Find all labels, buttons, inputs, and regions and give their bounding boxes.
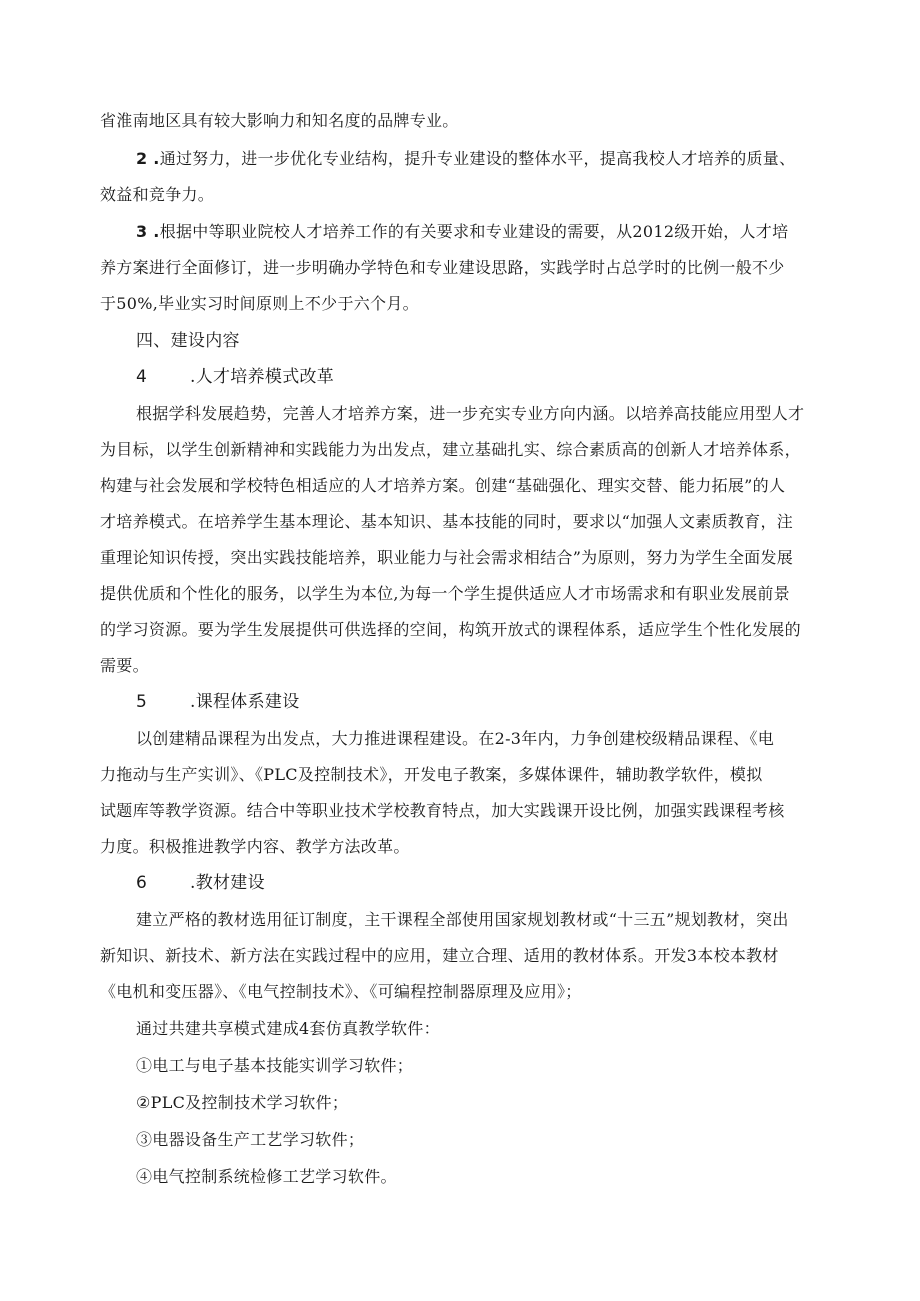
paragraph-line: 通过共建共享模式建成4套仿真教学软件：: [136, 1019, 440, 1038]
item-separator: .: [147, 149, 160, 168]
paragraph-line: 效益和竞争力。: [100, 185, 215, 204]
paragraph-line: 新知识、新技术、新方法在实践过程中的应用，建立合理、适用的教材体系。开发3本校本教材: [100, 946, 779, 965]
paragraph-line: 力拖动与生产实训》、《PLC及控制技术》，开发电子教案，多媒体课件，辅助教学软件，模拟: [100, 765, 763, 784]
subsection-number: 4: [136, 367, 148, 387]
paragraph-line: 通过努力，进一步优化专业结构，提升专业建设的整体水平，提高我校人才培养的质量、: [159, 149, 796, 168]
paragraph-line: 以创建精品课程为出发点，大力推进课程建设。在2-3年内，力争创建校级精品课程、《电: [136, 729, 775, 748]
paragraph-line: 的学习资源。要为学生发展提供可供选择的空间，构筑开放式的课程体系，适应学生个性化发展的: [100, 620, 801, 639]
subsection-heading-6: [136, 872, 265, 894]
paragraph-line: 试题库等教学资源。结合中等职业技术学校教育特点，加大实践课开设比例，加强实践课程考核: [100, 801, 785, 820]
paragraph-line: 构建与社会发展和学校特色相适应的人才培养方案。创建“基础强化、理实交替、能力拓展”的人: [100, 476, 786, 495]
subsection-number: 5: [136, 692, 148, 712]
paragraph-line: 提供优质和个性化的服务，以学生为本位,为每一个学生提供适应人才市场需求和有职业发展前景: [100, 584, 790, 603]
subsection-heading-4: [136, 366, 334, 388]
numbered-item-3: [136, 221, 788, 243]
paragraph-line: 建立严格的教材选用征订制度，主干课程全部使用国家规划教材或“十三五”规划教材，突出: [136, 910, 789, 929]
section-heading: 四、建设内容: [136, 331, 240, 351]
paragraph-line: 《电机和变压器》、《电气控制技术》、《可编程控制器原理及应用》；: [100, 982, 582, 1001]
paragraph-line: 力度。积极推进教学内容、教学方法改革。: [100, 837, 410, 856]
subsection-heading-5: [136, 691, 300, 713]
paragraph-line: 才培养模式。在培养学生基本理论、基本知识、基本技能的同时，要求以“加强人文素质教育，注: [100, 512, 794, 531]
list-item: ②PLC及控制技术学习软件；: [136, 1093, 349, 1112]
subsection-title: .教材建设: [190, 873, 265, 893]
list-item: ④电气控制系统检修工艺学习软件。: [136, 1167, 397, 1186]
item-number: 2: [136, 149, 148, 168]
subsection-title: .人才培养模式改革: [190, 367, 335, 387]
paragraph-line: 省淮南地区具有较大影响力和知名度的品牌专业。: [100, 111, 459, 130]
paragraph-line: 需要。: [100, 656, 149, 675]
list-item: ①电工与电子基本技能实训学习软件；: [136, 1056, 414, 1075]
item-number: 3: [136, 222, 148, 241]
subsection-number: 6: [136, 873, 148, 893]
list-item: ③电器设备生产工艺学习软件；: [136, 1130, 365, 1149]
paragraph-line: 为目标，以学生创新精神和实践能力为出发点，建立基础扎实、综合素质高的创新人才培养体系，: [100, 440, 801, 459]
item-separator: .: [147, 222, 160, 241]
paragraph-line: 重理论知识传授，突出实践技能培养，职业能力与社会需求相结合”为原则，努力为学生全面发展: [100, 548, 794, 567]
numbered-item-2: [136, 148, 795, 170]
paragraph-line: 根据学科发展趋势，完善人才培养方案，进一步充实专业方向内涵。以培养高技能应用型人才: [136, 404, 805, 423]
paragraph-line: 根据中等职业院校人才培养工作的有关要求和专业建设的需要，从2012级开始，人才培: [159, 222, 789, 241]
subsection-title: .课程体系建设: [190, 692, 300, 712]
paragraph-line: 养方案进行全面修订，进一步明确办学特色和专业建设思路，实践学时占总学时的比例一般不少: [100, 258, 785, 277]
paragraph-line: 于50%,毕业实习时间原则上不少于六个月。: [100, 294, 419, 313]
